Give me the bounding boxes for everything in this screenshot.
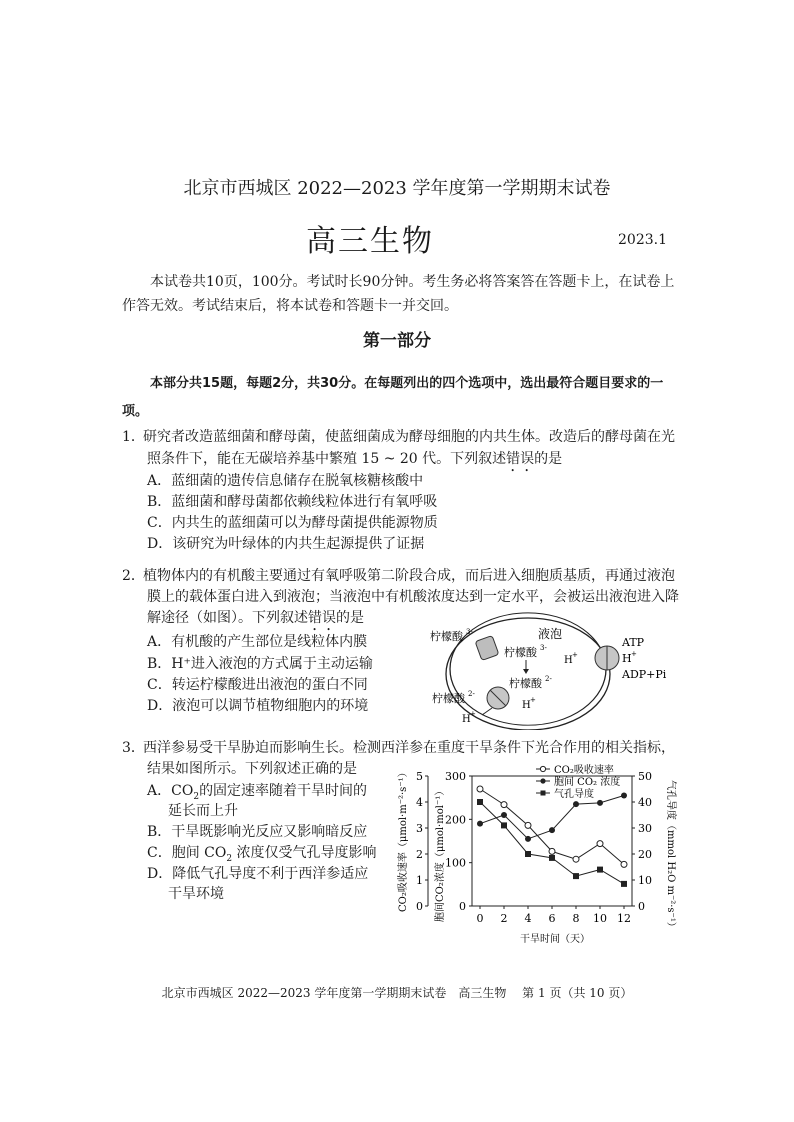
data-point-filled-circle — [477, 821, 483, 827]
left1-tick-label: 4 — [416, 796, 423, 809]
question-number: 3． — [122, 740, 145, 756]
data-point-open-circle — [597, 841, 603, 847]
option-text: 蓝细菌和酵母菌都依赖线粒体进行有氧呼吸 — [171, 494, 438, 510]
data-point-filled-circle — [621, 793, 627, 799]
question-stem-line — [147, 608, 364, 634]
x-tick-label: 0 — [476, 912, 484, 925]
plot-frame — [472, 776, 632, 906]
left2-axis-label: 胞间CO₂浓度（μmol·mol⁻¹） — [435, 785, 446, 922]
stem-text: 解途径（如图）。下列叙述 — [147, 610, 308, 626]
question-stem-line: 结果如图所示。下列叙述正确的是 — [147, 761, 357, 777]
question-stem-line: 研究者改造蓝细菌和酵母菌，使蓝细菌成为酵母细胞的内共生体。改造后的酵母菌在光 — [143, 429, 675, 445]
option-d[interactable] — [147, 534, 424, 554]
data-point-filled-circle — [597, 800, 603, 806]
option-label: B． — [147, 656, 172, 672]
option-text: 浓度仅受气孔导度影响 — [232, 845, 377, 861]
legend-label: 气孔导度 — [554, 789, 594, 800]
option-label: C． — [147, 677, 172, 693]
arrow-head-icon — [523, 669, 529, 674]
citrate2-outside-charge: 2- — [468, 690, 475, 698]
option-label: A． — [147, 473, 172, 489]
data-point-open-circle — [573, 856, 579, 862]
right-tick-label: 20 — [638, 848, 652, 861]
data-point-filled-square — [573, 873, 579, 879]
question-stem-line: 西洋参易受干旱胁迫而影响生长。检测西洋参在重度干旱条件下光合作用的相关指标， — [143, 740, 675, 756]
data-point-open-circle — [621, 861, 627, 867]
emphasized-word: 错误 — [308, 610, 336, 626]
h-plus-sign: + — [470, 710, 476, 718]
left2-tick-label: 200 — [445, 813, 466, 827]
data-point-filled-square — [549, 855, 555, 861]
x-tick-label: 2 — [500, 912, 508, 925]
right-tick-label: 30 — [638, 822, 652, 835]
citrate2-inside-charge: 2- — [545, 675, 552, 683]
x-axis-label: 干旱时间（天） — [520, 934, 590, 945]
x-tick-label: 6 — [548, 912, 556, 925]
citrate3-outside-label: 柠檬酸 — [430, 630, 463, 643]
h-outside-bottom: H — [462, 714, 471, 725]
option-c[interactable] — [147, 675, 368, 695]
emphasized-word: 错误 — [506, 451, 535, 467]
option-text: H⁺进入液泡的方式属于主动运输 — [171, 656, 373, 672]
legend-marker — [541, 791, 546, 796]
data-point-filled-circle — [525, 836, 531, 842]
citrate-carrier-protein — [475, 636, 499, 661]
option-label: C． — [147, 845, 172, 861]
h-plus-sign: + — [530, 696, 536, 704]
option-d-continued: 干旱环境 — [168, 886, 224, 902]
export-arrow — [482, 708, 492, 715]
option-text: 有机酸的产生部位是线粒体内膜 — [171, 634, 368, 650]
section-instruction: 本部分共15题，每题2分，共30分。在每题列出的四个选项中，选出最符合题目要求的一项。 — [122, 376, 664, 419]
exam-title: 北京市西城区 2022—2023 学年度第一学期期末试卷 — [183, 178, 611, 199]
option-a[interactable] — [147, 471, 423, 491]
stem-text: 照条件下，能在无碳培养基中繁殖 15 ~ 20 代。下列叙述 — [147, 451, 507, 467]
x-tick-label: 12 — [617, 912, 631, 925]
atp-label: ATP — [622, 636, 645, 649]
citrate3-outside-charge: 3- — [466, 628, 473, 636]
h-inside-right: H — [564, 655, 573, 666]
subscript: 2 — [193, 791, 200, 802]
exam-intro: 本试卷共10页，100分。考试时长90分钟。考生务必将答案答在答题卡上，在试卷上作答无效。考试结束后，将本试卷和答题卡一并交回。 — [122, 274, 675, 314]
option-label: D． — [147, 536, 173, 552]
left2-tick-label: 100 — [445, 856, 466, 870]
data-point-filled-square — [597, 867, 603, 873]
option-label: C． — [147, 515, 172, 531]
option-text: 内共生的蓝细菌可以为酵母菌提供能源物质 — [171, 515, 438, 531]
data-point-open-circle — [525, 822, 531, 828]
right-tick-label: 0 — [638, 900, 645, 913]
left1-tick-label: 1 — [416, 874, 423, 887]
option-text: 液泡可以调节植物细胞内的环境 — [172, 698, 369, 714]
data-point-open-circle — [549, 848, 555, 854]
subscript: 2 — [226, 853, 233, 864]
option-text: 胞间 CO — [171, 845, 227, 861]
right-tick-label: 40 — [638, 796, 652, 809]
option-d[interactable] — [147, 864, 368, 884]
option-text: 该研究为叶绿体的内共生起源提供了证据 — [172, 536, 425, 552]
legend-marker — [540, 778, 545, 783]
option-label: B． — [147, 824, 172, 840]
left1-axis-label: CO₂吸收速率（μmol·m⁻²·s⁻¹） — [398, 767, 409, 912]
citrate3-inside-label: 柠檬酸 — [504, 646, 537, 659]
data-point-filled-square — [525, 851, 531, 857]
page-footer: 北京市西城区 2022—2023 学年度第一学期期末试卷 高三生物 第 1 页（共 10 页） — [161, 986, 633, 1000]
legend-label: CO₂吸收速率 — [554, 765, 614, 776]
option-label: A． — [147, 634, 172, 650]
right-axis-label: 气孔导度（mmol H₂O m⁻²·s⁻¹） — [665, 780, 676, 932]
h-inside-bottom: H — [522, 700, 531, 711]
option-text: CO — [171, 783, 194, 799]
option-label: D． — [147, 698, 173, 714]
left2-tick-label: 0 — [459, 900, 466, 913]
right-tick-label: 10 — [638, 874, 652, 887]
option-text: 蓝细菌的遗传信息储存在脱氧核糖核酸中 — [171, 473, 424, 489]
h-plus-sign: + — [631, 650, 637, 658]
left1-tick-label: 0 — [416, 900, 423, 913]
question-stem-line: 膜上的载体蛋白进入到液泡；当液泡中有机酸浓度达到一定水平，会被运出液泡进入降 — [147, 589, 679, 605]
exam-date: 2023.1 — [618, 232, 667, 248]
part-title: 第一部分 — [363, 331, 431, 351]
x-tick-label: 4 — [524, 912, 532, 925]
h-plus-sign: + — [572, 651, 578, 659]
option-label: A． — [147, 783, 172, 799]
vacuole-diagram — [420, 610, 670, 730]
adp-label: ADP+Pi — [622, 668, 667, 681]
option-b[interactable] — [147, 822, 367, 842]
option-d[interactable] — [147, 696, 368, 716]
legend-marker — [540, 766, 545, 771]
data-point-filled-circle — [549, 827, 555, 833]
option-c[interactable] — [147, 513, 438, 533]
drought-chart — [392, 762, 682, 946]
data-point-filled-square — [477, 799, 483, 805]
option-a[interactable] — [147, 632, 367, 652]
x-tick-label: 8 — [572, 912, 580, 925]
option-b[interactable] — [147, 492, 437, 512]
legend-label: 胞间 CO₂ 浓度 — [554, 777, 621, 788]
data-point-filled-square — [621, 881, 627, 887]
citrate2-inside-label: 柠檬酸 — [509, 677, 542, 690]
data-point-open-circle — [477, 786, 483, 792]
option-text: 降低气孔导度不利于西洋参适应 — [172, 866, 369, 882]
question-number: 2． — [122, 568, 145, 584]
option-b[interactable] — [147, 654, 373, 674]
h-outside-right: H — [622, 652, 632, 665]
data-point-filled-circle — [501, 812, 507, 818]
stem-text: 的是 — [534, 451, 563, 467]
option-label: B． — [147, 494, 172, 510]
option-label: D． — [147, 866, 173, 882]
question-stem-line: 植物体内的有机酸主要通过有氧呼吸第二阶段合成，而后进入细胞质基质，再通过液泡 — [143, 568, 675, 584]
citrate2-outside-label: 柠檬酸 — [432, 692, 465, 705]
right-tick-label: 50 — [638, 770, 652, 783]
data-point-filled-square — [501, 822, 507, 828]
x-tick-label: 10 — [593, 912, 607, 925]
subject-title: 高三生物 — [306, 224, 434, 259]
left1-tick-label: 2 — [416, 848, 423, 861]
left2-tick-label: 300 — [445, 770, 466, 783]
data-point-open-circle — [501, 802, 507, 808]
option-text: 干旱既影响光反应又影响暗反应 — [171, 824, 368, 840]
citrate3-inside-charge: 3- — [540, 644, 547, 652]
data-point-filled-circle — [573, 801, 579, 807]
vacuole-label: 液泡 — [538, 627, 563, 641]
option-text: 转运柠檬酸进出液泡的蛋白不同 — [171, 677, 368, 693]
stem-text: 的是 — [336, 610, 364, 626]
left1-tick-label: 3 — [416, 822, 423, 835]
option-text: 的固定速率随着干旱时间的 — [199, 783, 368, 799]
option-a-continued: 延长而上升 — [168, 803, 238, 819]
left1-tick-label: 5 — [416, 770, 423, 783]
question-number: 1． — [122, 429, 145, 445]
